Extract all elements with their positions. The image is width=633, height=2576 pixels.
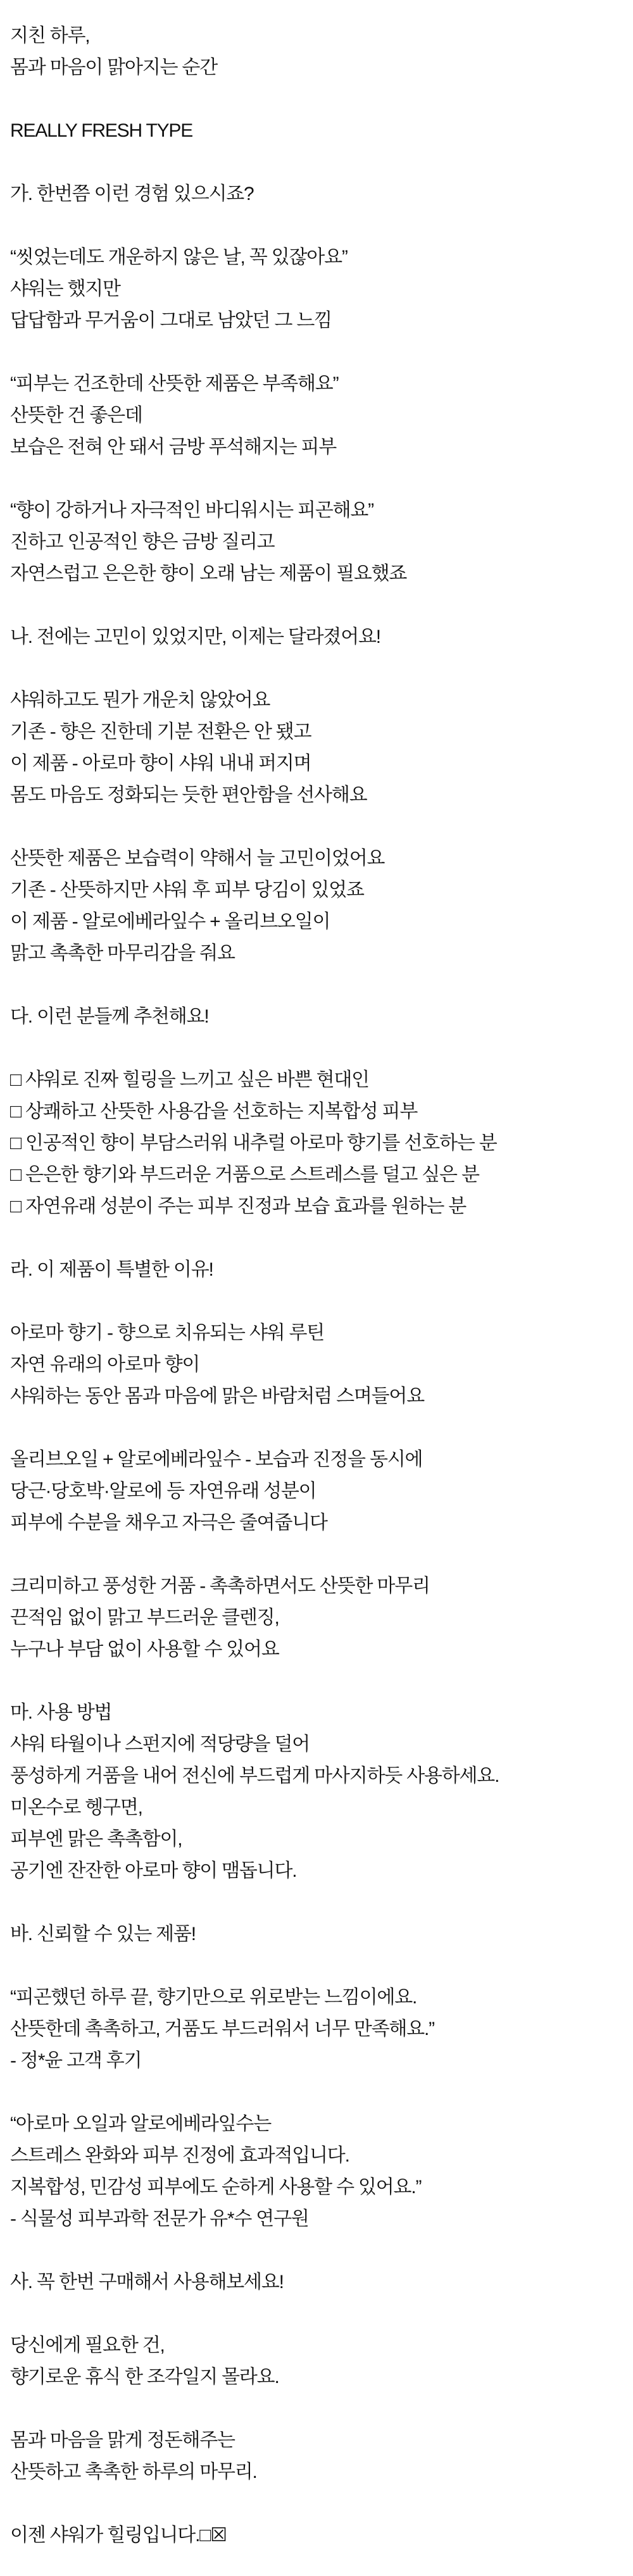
text-line: 몸과 마음이 맑아지는 순간 bbox=[10, 57, 217, 78]
paragraph bbox=[10, 843, 627, 969]
text-line: 풍성하게 거품을 내어 전신에 부드럽게 마사지하듯 사용하세요. bbox=[10, 1765, 499, 1786]
text-line: 당근·당호박·알로에 등 자연유래 성분이 bbox=[10, 1481, 316, 1502]
text-line: 미온수로 헹구면, bbox=[10, 1797, 142, 1818]
text-line: □ 샤워로 진짜 힐링을 느끼고 싶은 바쁜 현대인 bbox=[10, 1069, 369, 1090]
text-line: - 정*윤 고객 후기 bbox=[10, 2050, 142, 2071]
text-line: 가. 한번쯤 이런 경험 있으시죠? bbox=[10, 184, 254, 204]
text-line: 지복합성, 민감성 피부에도 순하게 사용할 수 있어요.” bbox=[10, 2177, 422, 2198]
text-line: “씻었는데도 개운하지 않은 날, 꼭 있잖아요” bbox=[10, 247, 348, 268]
paragraph bbox=[10, 368, 627, 463]
paragraph bbox=[10, 495, 627, 590]
text-line: □ 상쾌하고 산뜻한 사용감을 선호하는 지복합성 피부 bbox=[10, 1101, 418, 1122]
paragraph bbox=[10, 685, 627, 811]
paragraph bbox=[10, 178, 627, 210]
text-line: 지친 하루, bbox=[10, 25, 90, 46]
text-line: 샤워는 했지만 bbox=[10, 278, 120, 299]
paragraph bbox=[10, 1001, 627, 1033]
text-line: 크리미하고 풍성한 거품 - 촉촉하면서도 산뜻한 마무리 bbox=[10, 1576, 430, 1596]
text-line: 마. 사용 방법 bbox=[10, 1702, 112, 1723]
paragraph bbox=[10, 1571, 627, 1665]
text-line: 산뜻한데 촉촉하고, 거품도 부드러워서 너무 만족해요.” bbox=[10, 2019, 434, 2039]
paragraph bbox=[10, 2330, 627, 2393]
text-line: 산뜻하고 촉촉한 하루의 마무리. bbox=[10, 2461, 257, 2482]
text-line: 공기엔 잔잔한 아로마 향이 맴돕니다. bbox=[10, 1860, 297, 1881]
text-line: 이 제품 - 아로마 향이 샤워 내내 퍼지며 bbox=[10, 753, 311, 774]
text-line: “피부는 건조한데 산뜻한 제품은 부족해요” bbox=[10, 373, 339, 394]
text-line: 자연스럽고 은은한 향이 오래 남는 제품이 필요했죠 bbox=[10, 563, 407, 584]
text-line: 산뜻한 건 좋은데 bbox=[10, 405, 142, 426]
text-line: 향기로운 휴식 한 조각일지 몰라요. bbox=[10, 2367, 279, 2387]
paragraph bbox=[10, 2108, 627, 2235]
paragraph bbox=[10, 1697, 627, 1887]
text-line: REALLY FRESH TYPE bbox=[10, 120, 193, 141]
paragraph bbox=[10, 20, 627, 84]
paragraph bbox=[10, 1317, 627, 1412]
text-line: □ 은은한 향기와 부드러운 거품으로 스트레스를 덜고 싶은 분 bbox=[10, 1164, 479, 1185]
paragraph bbox=[10, 621, 627, 653]
text-line: 다. 이런 분들께 추천해요! bbox=[10, 1006, 209, 1027]
text-line: 이 제품 - 알로에베라잎수 + 올리브오일이 bbox=[10, 911, 330, 932]
text-line: “향이 강하거나 자극적인 바디워시는 피곤해요” bbox=[10, 500, 373, 521]
paragraph bbox=[10, 1444, 627, 1539]
text-line: □ 인공적인 향이 부담스러워 내추럴 아로마 향기를 선호하는 분 bbox=[10, 1133, 497, 1154]
text-line: 맑고 촉촉한 마무리감을 줘요 bbox=[10, 943, 235, 964]
text-line: 올리브오일 + 알로에베라잎수 - 보습과 진정을 동시에 bbox=[10, 1449, 423, 1470]
paragraph bbox=[10, 1254, 627, 1286]
text-line: 당신에게 필요한 건, bbox=[10, 2335, 165, 2356]
text-line: 누구나 부담 없이 사용할 수 있어요 bbox=[10, 1639, 279, 1660]
text-line: 진하고 인공적인 향은 금방 질리고 bbox=[10, 532, 275, 552]
paragraph bbox=[10, 2520, 627, 2551]
text-line: “피곤했던 하루 끝, 향기만으로 위로받는 느낌이에요. bbox=[10, 1987, 417, 2008]
text-line: 샤워 타월이나 스펀지에 적당량을 덜어 bbox=[10, 1734, 310, 1755]
text-line: 라. 이 제품이 특별한 이유! bbox=[10, 1259, 213, 1280]
paragraph bbox=[10, 2267, 627, 2298]
text-line: 기존 - 향은 진한데 기분 전환은 안 됐고 bbox=[10, 721, 311, 742]
text-line: 자연 유래의 아로마 향이 bbox=[10, 1354, 200, 1375]
text-line: 샤워하는 동안 몸과 마음에 맑은 바람처럼 스며들어요 bbox=[10, 1386, 424, 1407]
text-line: 몸과 마음을 맑게 정돈해주는 bbox=[10, 2430, 235, 2451]
text-line: 끈적임 없이 맑고 부드러운 클렌징, bbox=[10, 1607, 279, 1628]
text-line: □ 자연유래 성분이 주는 피부 진정과 보습 효과를 원하는 분 bbox=[10, 1196, 467, 1217]
paragraph bbox=[10, 242, 627, 337]
text-line: 산뜻한 제품은 보습력이 약해서 늘 고민이었어요 bbox=[10, 848, 385, 869]
paragraph bbox=[10, 1064, 627, 1223]
text-line: 피부에 수분을 채우고 자극은 줄여줍니다 bbox=[10, 1512, 327, 1533]
text-line: - 식물성 피부과학 전문가 유*수 연구원 bbox=[10, 2208, 309, 2229]
paragraph bbox=[10, 1919, 627, 1950]
text-line: 나. 전에는 고민이 있었지만, 이제는 달라졌어요! bbox=[10, 626, 380, 647]
text-line: 사. 꼭 한번 구매해서 사용해보세요! bbox=[10, 2272, 284, 2293]
text-line: 피부엔 맑은 촉촉함이, bbox=[10, 1829, 182, 1850]
text-line: 아로마 향기 - 향으로 치유되는 샤워 루틴 bbox=[10, 1322, 325, 1343]
text-line: 이젠 샤워가 힐링입니다.□☒ bbox=[10, 2525, 227, 2546]
text-line: 샤워하고도 뭔가 개운치 않았어요 bbox=[10, 690, 270, 711]
paragraph bbox=[10, 2425, 627, 2488]
paragraph bbox=[10, 1982, 627, 2077]
paragraph bbox=[10, 115, 627, 147]
text-line: “아로마 오일과 알로에베라잎수는 bbox=[10, 2113, 271, 2134]
text-line: 스트레스 완화와 피부 진정에 효과적입니다. bbox=[10, 2145, 349, 2166]
text-line: 몸도 마음도 정화되는 듯한 편안함을 선사해요 bbox=[10, 785, 367, 806]
text-line: 보습은 전혀 안 돼서 금방 푸석해지는 피부 bbox=[10, 437, 337, 457]
text-line: 기존 - 산뜻하지만 샤워 후 피부 당김이 있었죠 bbox=[10, 880, 364, 900]
text-line: 바. 신뢰할 수 있는 제품! bbox=[10, 1924, 196, 1944]
text-line: 답답함과 무거움이 그대로 남았던 그 느낌 bbox=[10, 310, 332, 331]
